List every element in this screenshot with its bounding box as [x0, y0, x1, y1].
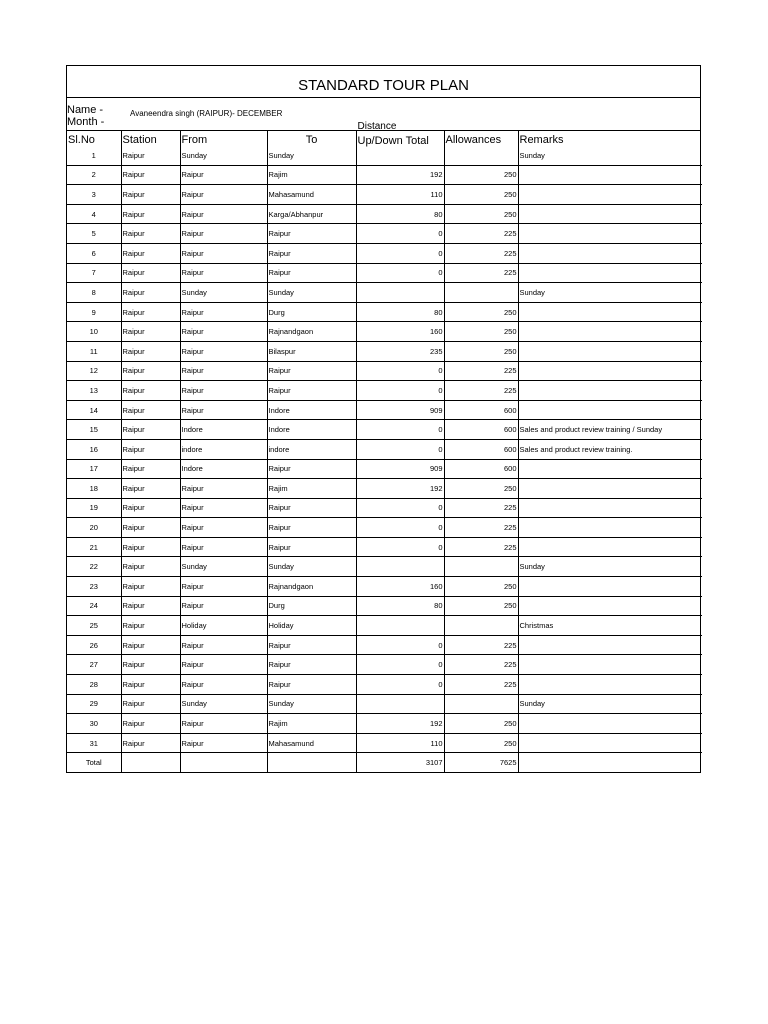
cell-station: Raipur	[121, 146, 180, 165]
cell-to: Raipur	[267, 537, 356, 557]
cell-remarks: Sunday	[518, 557, 702, 577]
header-distance-label: Up/Down Total	[357, 135, 429, 147]
cell-from: Indore	[180, 459, 267, 479]
cell-slno: 17	[67, 459, 121, 479]
cell-from: Raipur	[180, 537, 267, 557]
cell-from: Indore	[180, 420, 267, 440]
cell-distance: 110	[356, 733, 444, 753]
cell-remarks	[518, 381, 702, 401]
cell-allowances: 225	[444, 518, 518, 538]
total-distance: 3107	[356, 753, 444, 772]
header-from: From	[180, 131, 267, 146]
table-row	[67, 243, 702, 263]
cell-to: Raipur	[267, 243, 356, 263]
cell-remarks	[518, 322, 702, 342]
cell-to: Raipur	[267, 263, 356, 283]
cell-allowances: 250	[444, 185, 518, 205]
cell-to: Raipur	[267, 381, 356, 401]
cell-remarks	[518, 655, 702, 675]
cell-station: Raipur	[121, 655, 180, 675]
cell-distance: 0	[356, 635, 444, 655]
table-row	[67, 694, 702, 714]
table-row	[67, 498, 702, 518]
cell-distance: 0	[356, 498, 444, 518]
cell-from: indore	[180, 439, 267, 459]
total-allowances: 7625	[444, 753, 518, 772]
cell-from: Sunday	[180, 694, 267, 714]
cell-station: Raipur	[121, 479, 180, 499]
cell-slno: 5	[67, 224, 121, 244]
cell-slno: 1	[67, 146, 121, 165]
cell-allowances: 225	[444, 498, 518, 518]
cell-allowances: 225	[444, 381, 518, 401]
cell-distance: 0	[356, 439, 444, 459]
cell-distance: 0	[356, 381, 444, 401]
cell-slno: 11	[67, 341, 121, 361]
cell-allowances	[444, 616, 518, 636]
cell-remarks	[518, 518, 702, 538]
cell-station: Raipur	[121, 675, 180, 695]
cell-distance: 0	[356, 361, 444, 381]
header-station: Station	[121, 131, 180, 146]
cell-allowances: 250	[444, 302, 518, 322]
cell-from: Sunday	[180, 557, 267, 577]
cell-from: Holiday	[180, 616, 267, 636]
cell-allowances: 600	[444, 420, 518, 440]
header-allowances: Allowances	[444, 131, 518, 146]
cell-from: Sunday	[180, 283, 267, 303]
cell-remarks	[518, 361, 702, 381]
cell-to: Raipur	[267, 518, 356, 538]
cell-slno: 7	[67, 263, 121, 283]
cell-distance: 192	[356, 165, 444, 185]
cell-remarks	[518, 714, 702, 734]
cell-remarks: Sunday	[518, 283, 702, 303]
cell-from: Raipur	[180, 498, 267, 518]
cell-slno: 24	[67, 596, 121, 616]
total-from	[180, 753, 267, 772]
table-row	[67, 420, 702, 440]
cell-to: Durg	[267, 302, 356, 322]
cell-from: Raipur	[180, 635, 267, 655]
cell-to: Rajim	[267, 479, 356, 499]
cell-distance: 192	[356, 479, 444, 499]
cell-remarks	[518, 224, 702, 244]
cell-distance: 80	[356, 302, 444, 322]
cell-allowances: 225	[444, 361, 518, 381]
cell-slno: 12	[67, 361, 121, 381]
cell-to: Rajnandgaon	[267, 322, 356, 342]
cell-station: Raipur	[121, 361, 180, 381]
cell-from: Raipur	[180, 165, 267, 185]
cell-remarks	[518, 204, 702, 224]
cell-distance: 0	[356, 655, 444, 675]
cell-to: Rajim	[267, 165, 356, 185]
table-row	[67, 322, 702, 342]
cell-station: Raipur	[121, 322, 180, 342]
cell-remarks	[518, 537, 702, 557]
cell-distance: 0	[356, 263, 444, 283]
cell-remarks	[518, 479, 702, 499]
cell-slno: 29	[67, 694, 121, 714]
table-row	[67, 224, 702, 244]
cell-from: Raipur	[180, 400, 267, 420]
cell-station: Raipur	[121, 224, 180, 244]
name-month-labels	[67, 104, 104, 128]
cell-slno: 15	[67, 420, 121, 440]
cell-from: Raipur	[180, 341, 267, 361]
cell-station: Raipur	[121, 733, 180, 753]
tour-plan-sheet	[66, 65, 701, 773]
cell-to: Raipur	[267, 655, 356, 675]
cell-remarks	[518, 341, 702, 361]
cell-from: Raipur	[180, 243, 267, 263]
cell-to: Indore	[267, 400, 356, 420]
cell-slno: 4	[67, 204, 121, 224]
cell-distance: 0	[356, 224, 444, 244]
cell-allowances	[444, 557, 518, 577]
table-row	[67, 596, 702, 616]
cell-to: Raipur	[267, 675, 356, 695]
cell-slno: 21	[67, 537, 121, 557]
cell-to: Sunday	[267, 557, 356, 577]
cell-remarks	[518, 459, 702, 479]
total-remarks	[518, 753, 702, 772]
cell-slno: 23	[67, 577, 121, 597]
cell-slno: 20	[67, 518, 121, 538]
cell-station: Raipur	[121, 439, 180, 459]
table-row	[67, 518, 702, 538]
cell-allowances: 600	[444, 459, 518, 479]
cell-slno: 8	[67, 283, 121, 303]
cell-station: Raipur	[121, 243, 180, 263]
cell-station: Raipur	[121, 420, 180, 440]
cell-to: Rajnandgaon	[267, 577, 356, 597]
table-row	[67, 459, 702, 479]
table-row	[67, 146, 702, 165]
table-row	[67, 283, 702, 303]
cell-from: Raipur	[180, 714, 267, 734]
table-row	[67, 616, 702, 636]
cell-remarks	[518, 243, 702, 263]
cell-station: Raipur	[121, 616, 180, 636]
cell-distance: 160	[356, 322, 444, 342]
cell-remarks	[518, 733, 702, 753]
name-label: Name -	[67, 104, 104, 116]
cell-station: Raipur	[121, 283, 180, 303]
cell-station: Raipur	[121, 381, 180, 401]
cell-distance: 909	[356, 459, 444, 479]
table-row	[67, 204, 702, 224]
cell-station: Raipur	[121, 400, 180, 420]
header-distance	[356, 121, 444, 147]
cell-allowances: 250	[444, 341, 518, 361]
cell-from: Raipur	[180, 224, 267, 244]
cell-allowances: 225	[444, 675, 518, 695]
cell-from: Raipur	[180, 479, 267, 499]
table-row	[67, 635, 702, 655]
header-distance-top: Distance	[357, 121, 397, 132]
cell-remarks	[518, 577, 702, 597]
cell-to: Bilaspur	[267, 341, 356, 361]
cell-slno: 31	[67, 733, 121, 753]
cell-allowances	[444, 146, 518, 165]
cell-station: Raipur	[121, 537, 180, 557]
cell-slno: 10	[67, 322, 121, 342]
table-row	[67, 557, 702, 577]
cell-station: Raipur	[121, 263, 180, 283]
cell-distance: 80	[356, 204, 444, 224]
cell-to: Mahasamund	[267, 185, 356, 205]
table-row	[67, 479, 702, 499]
table-row	[67, 577, 702, 597]
cell-remarks	[518, 675, 702, 695]
cell-from: Raipur	[180, 263, 267, 283]
cell-allowances: 225	[444, 537, 518, 557]
month-label: Month -	[67, 116, 105, 128]
cell-allowances	[444, 694, 518, 714]
cell-to: Raipur	[267, 224, 356, 244]
cell-station: Raipur	[121, 577, 180, 597]
cell-from: Raipur	[180, 381, 267, 401]
cell-remarks	[518, 302, 702, 322]
cell-slno: 25	[67, 616, 121, 636]
table-row	[67, 263, 702, 283]
cell-slno: 16	[67, 439, 121, 459]
cell-distance	[356, 694, 444, 714]
cell-from: Raipur	[180, 204, 267, 224]
cell-remarks	[518, 165, 702, 185]
cell-station: Raipur	[121, 185, 180, 205]
cell-slno: 14	[67, 400, 121, 420]
cell-distance: 0	[356, 675, 444, 695]
cell-station: Raipur	[121, 694, 180, 714]
cell-allowances: 225	[444, 635, 518, 655]
cell-remarks	[518, 596, 702, 616]
cell-slno: 26	[67, 635, 121, 655]
cell-distance	[356, 557, 444, 577]
cell-station: Raipur	[121, 557, 180, 577]
cell-allowances: 225	[444, 224, 518, 244]
table-row	[67, 341, 702, 361]
cell-allowances: 225	[444, 243, 518, 263]
header-remarks: Remarks	[519, 134, 564, 146]
cell-distance: 192	[356, 714, 444, 734]
cell-slno: 22	[67, 557, 121, 577]
table-row	[67, 675, 702, 695]
cell-station: Raipur	[121, 302, 180, 322]
cell-allowances: 250	[444, 733, 518, 753]
total-to	[267, 753, 356, 772]
cell-to: Indore	[267, 420, 356, 440]
cell-station: Raipur	[121, 714, 180, 734]
cell-allowances: 225	[444, 655, 518, 675]
cell-to: Holiday	[267, 616, 356, 636]
cell-slno: 28	[67, 675, 121, 695]
cell-from: Raipur	[180, 518, 267, 538]
cell-distance	[356, 283, 444, 303]
cell-to: Rajim	[267, 714, 356, 734]
cell-remarks: Sales and product review training / Sunday	[518, 420, 702, 440]
table-row	[67, 400, 702, 420]
table-row	[67, 714, 702, 734]
cell-distance: 0	[356, 537, 444, 557]
cell-distance: 80	[356, 596, 444, 616]
cell-from: Raipur	[180, 733, 267, 753]
table-row	[67, 733, 702, 753]
cell-to: Raipur	[267, 635, 356, 655]
cell-allowances	[444, 283, 518, 303]
total-row	[67, 753, 702, 772]
cell-to: Raipur	[267, 361, 356, 381]
cell-station: Raipur	[121, 204, 180, 224]
cell-to: Sunday	[267, 283, 356, 303]
cell-to: indore	[267, 439, 356, 459]
cell-from: Raipur	[180, 361, 267, 381]
cell-allowances: 250	[444, 714, 518, 734]
cell-station: Raipur	[121, 459, 180, 479]
cell-remarks: Sales and product review training.	[518, 439, 702, 459]
cell-slno: 3	[67, 185, 121, 205]
cell-to: Durg	[267, 596, 356, 616]
table-row	[67, 361, 702, 381]
cell-allowances: 250	[444, 204, 518, 224]
total-station	[121, 753, 180, 772]
cell-from: Raipur	[180, 655, 267, 675]
name-value: Avaneendra singh (RAIPUR)- DECEMBER	[130, 109, 283, 118]
table-row	[67, 439, 702, 459]
cell-distance: 909	[356, 400, 444, 420]
cell-remarks	[518, 498, 702, 518]
cell-remarks: Sunday	[518, 694, 702, 714]
cell-station: Raipur	[121, 341, 180, 361]
cell-from: Raipur	[180, 322, 267, 342]
cell-slno: 9	[67, 302, 121, 322]
cell-to: Mahasamund	[267, 733, 356, 753]
cell-distance: 235	[356, 341, 444, 361]
cell-distance: 0	[356, 420, 444, 440]
cell-remarks	[518, 635, 702, 655]
cell-remarks	[518, 185, 702, 205]
cell-slno: 2	[67, 165, 121, 185]
table-row	[67, 165, 702, 185]
table-row	[67, 185, 702, 205]
cell-station: Raipur	[121, 498, 180, 518]
cell-allowances: 250	[444, 577, 518, 597]
cell-distance: 0	[356, 243, 444, 263]
cell-from: Raipur	[180, 577, 267, 597]
cell-to: Sunday	[267, 694, 356, 714]
table-row	[67, 381, 702, 401]
cell-from: Raipur	[180, 185, 267, 205]
cell-station: Raipur	[121, 635, 180, 655]
cell-slno: 13	[67, 381, 121, 401]
header-row	[67, 131, 702, 146]
cell-from: Sunday	[180, 146, 267, 165]
table-row	[67, 537, 702, 557]
cell-slno: 18	[67, 479, 121, 499]
cell-allowances: 250	[444, 479, 518, 499]
table-row	[67, 302, 702, 322]
cell-to: Karga/Abhanpur	[267, 204, 356, 224]
cell-distance: 160	[356, 577, 444, 597]
cell-allowances: 250	[444, 596, 518, 616]
cell-station: Raipur	[121, 165, 180, 185]
cell-distance: 0	[356, 518, 444, 538]
cell-to: Raipur	[267, 459, 356, 479]
total-label: Total	[67, 753, 121, 772]
cell-allowances: 225	[444, 263, 518, 283]
cell-allowances: 600	[444, 400, 518, 420]
table-row	[67, 655, 702, 675]
cell-slno: 30	[67, 714, 121, 734]
sheet-title: STANDARD TOUR PLAN	[67, 66, 700, 98]
cell-distance: 110	[356, 185, 444, 205]
cell-to: Sunday	[267, 146, 356, 165]
cell-from: Raipur	[180, 675, 267, 695]
cell-remarks: Sunday	[518, 146, 702, 165]
cell-distance	[356, 146, 444, 165]
header-to: To	[267, 131, 356, 146]
cell-remarks: Christmas	[518, 616, 702, 636]
cell-allowances: 250	[444, 322, 518, 342]
cell-allowances: 250	[444, 165, 518, 185]
header-slno: Sl.No	[67, 131, 121, 146]
cell-to: Raipur	[267, 498, 356, 518]
cell-distance	[356, 616, 444, 636]
cell-station: Raipur	[121, 518, 180, 538]
cell-station: Raipur	[121, 596, 180, 616]
cell-slno: 27	[67, 655, 121, 675]
cell-slno: 6	[67, 243, 121, 263]
cell-from: Raipur	[180, 596, 267, 616]
cell-from: Raipur	[180, 302, 267, 322]
cell-remarks	[518, 400, 702, 420]
cell-remarks	[518, 263, 702, 283]
cell-allowances: 600	[444, 439, 518, 459]
cell-slno: 19	[67, 498, 121, 518]
